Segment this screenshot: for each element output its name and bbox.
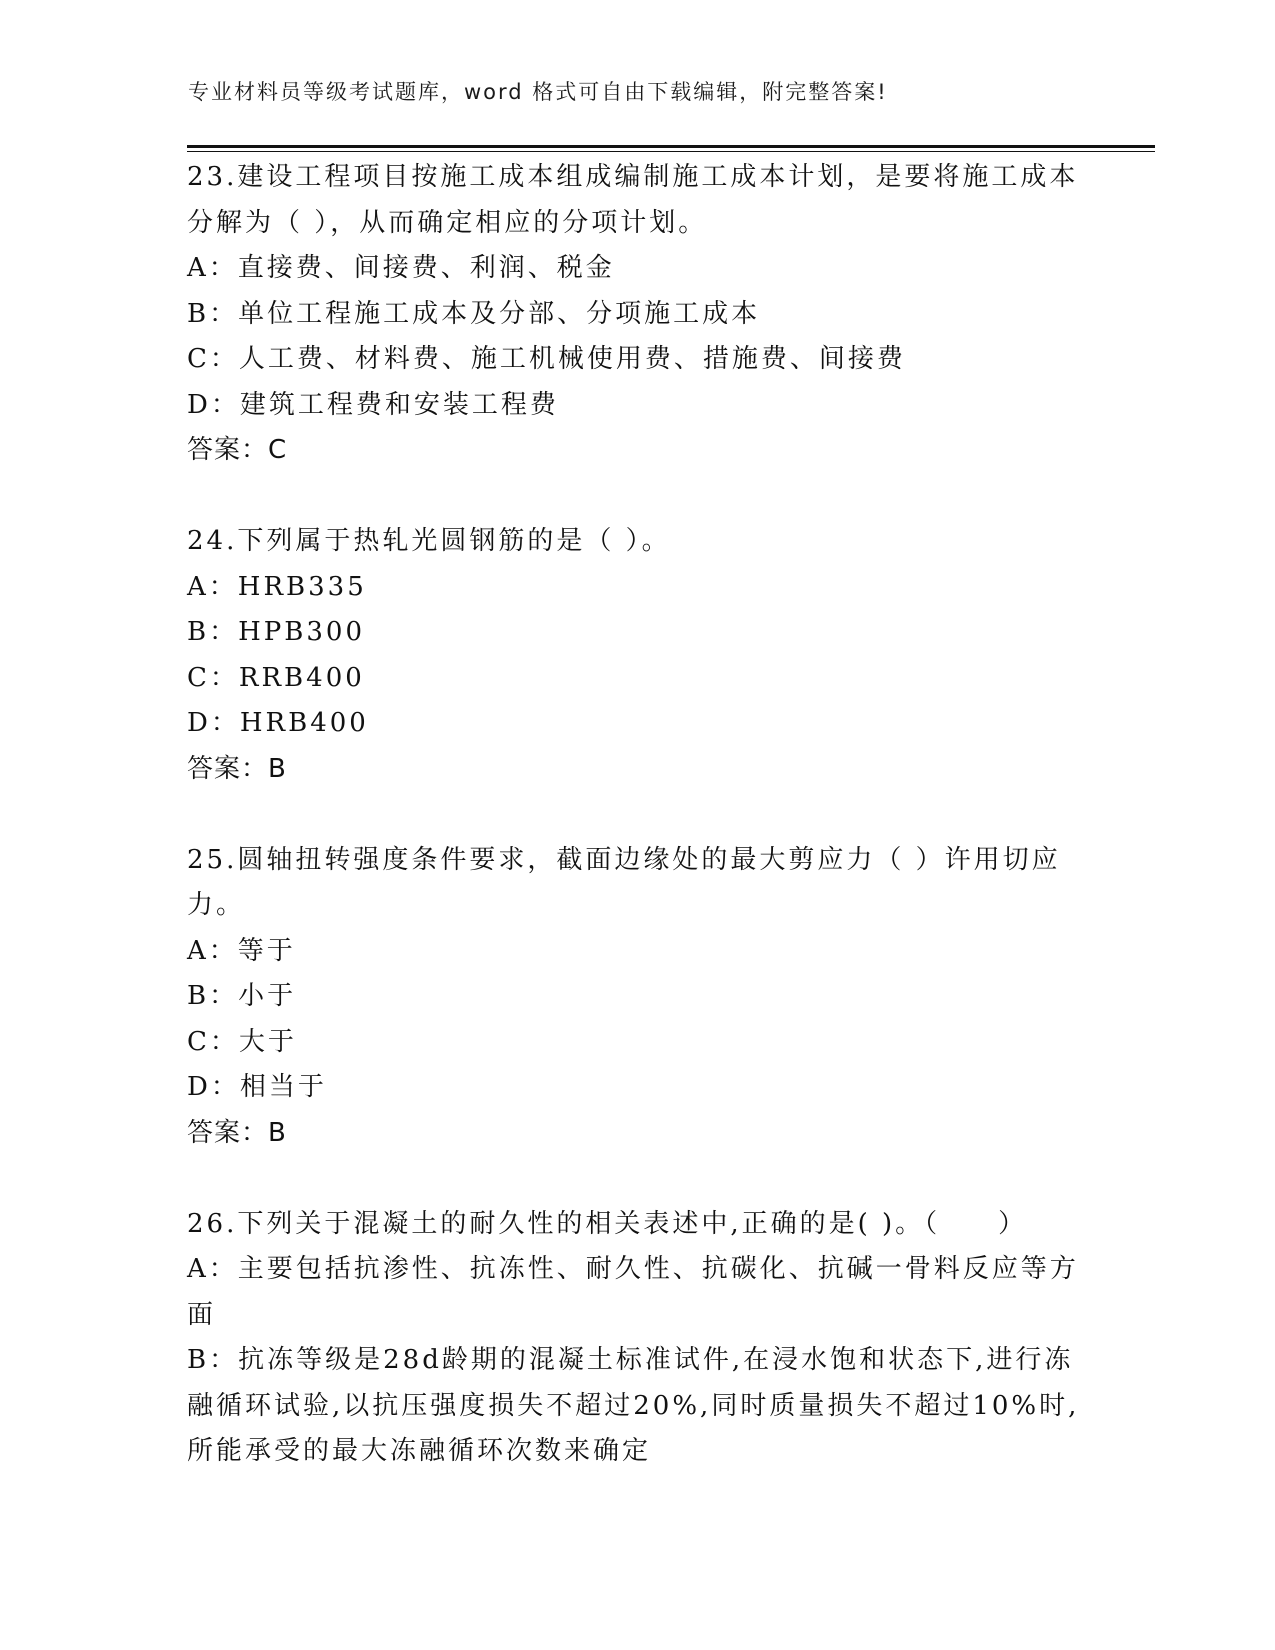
question-stem: 24.下列属于热轧光圆钢筋的是（ ）。 [187, 526, 671, 556]
option-d: D：相当于 [187, 1072, 327, 1102]
question-25 [187, 838, 1087, 1157]
option-b: B：小于 [187, 981, 297, 1011]
option-a: A：主要包括抗渗性、抗冻性、耐久性、抗碳化、抗碱一骨料反应等方 [187, 1254, 1079, 1284]
question-24 [187, 519, 1087, 792]
answer: 答案：C [187, 435, 288, 465]
question-26 [187, 1202, 1087, 1475]
option-b: B：HPB300 [187, 617, 366, 647]
option-c: C：RRB400 [187, 662, 365, 693]
option-c: C：人工费、材料费、施工机械使用费、措施费、间接费 [187, 344, 906, 374]
option-b-continued: 所能承受的最大冻融循环次数来确定 [187, 1436, 652, 1466]
spacer [187, 474, 1087, 520]
question-stem: 力。 [187, 890, 246, 920]
question-stem: 23.建设工程项目按施工成本组成编制施工成本计划，是要将施工成本 [187, 162, 1079, 192]
option-d: D：HRB400 [187, 708, 369, 738]
header-rule-thin [187, 151, 1155, 152]
header-rule-thick [187, 145, 1155, 148]
question-stem: 26.下列关于混凝土的耐久性的相关表述中,正确的是( )。（ ） [187, 1208, 1028, 1239]
option-a: A：等于 [187, 935, 296, 966]
answer: 答案：B [187, 753, 287, 784]
spacer [187, 792, 1087, 838]
question-stem: 分解为（ ），从而确定相应的分项计划。 [187, 207, 708, 238]
option-b: B：抗冻等级是28d龄期的混凝土标准试件,在浸水饱和状态下,进行冻 [187, 1345, 1074, 1375]
question-stem: 25.圆轴扭转强度条件要求，截面边缘处的最大剪应力（ ）许用切应 [187, 844, 1061, 875]
option-a: A：直接费、间接费、利润、税金 [187, 253, 615, 283]
spacer [187, 1156, 1087, 1202]
option-c: C：大于 [187, 1026, 297, 1057]
option-d: D：建筑工程费和安装工程费 [187, 389, 559, 420]
option-a-continued: 面 [187, 1299, 217, 1330]
option-b: B：单位工程施工成本及分部、分项施工成本 [187, 298, 761, 329]
option-a: A：HRB335 [187, 571, 367, 602]
answer: 答案：B [187, 1117, 287, 1148]
question-23 [187, 155, 1087, 474]
option-b-continued: 融循环试验,以抗压强度损失不超过20%,同时质量损失不超过10%时, [187, 1390, 1080, 1421]
page-header: 专业材料员等级考试题库，word 格式可自由下载编辑，附完整答案! [188, 80, 888, 104]
question-list [187, 155, 1087, 1475]
